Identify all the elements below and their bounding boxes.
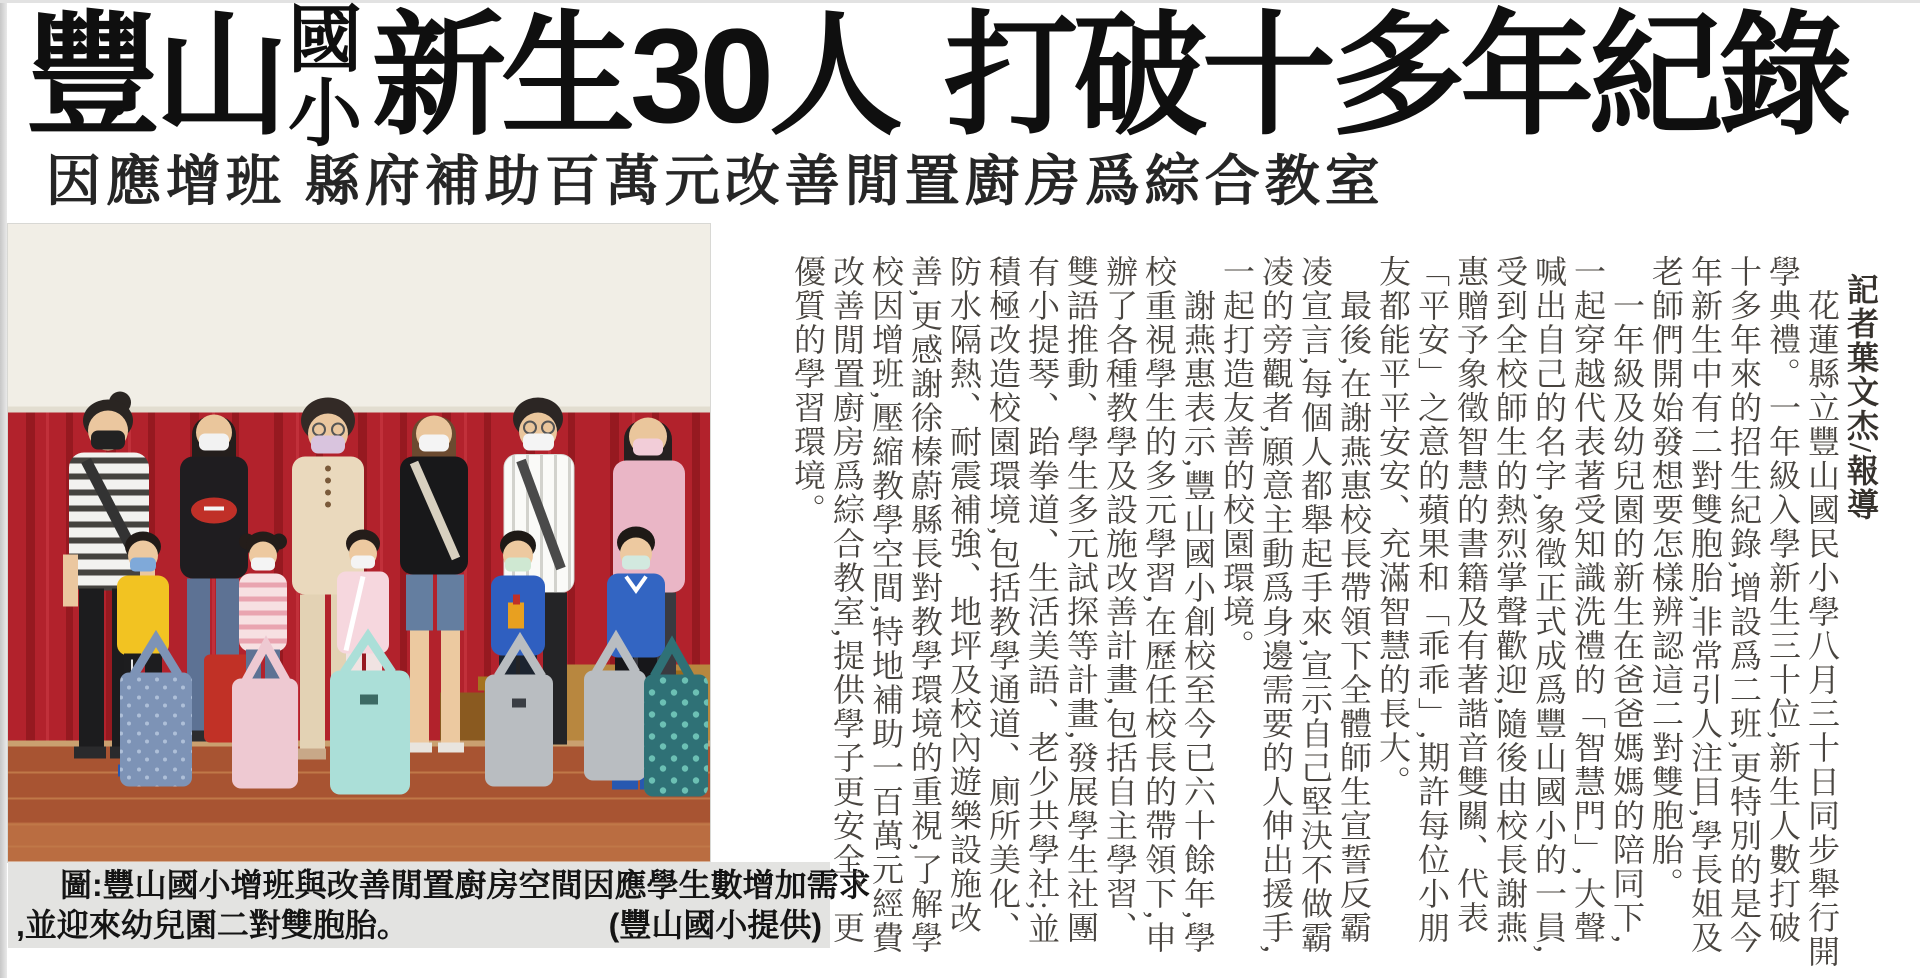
headline-school-name: 豐山	[26, 2, 285, 151]
headline-stacked-top: 國	[288, 0, 363, 81]
headline-main-left: 新生30人	[372, 2, 899, 151]
headline-stacked-school-type	[288, 0, 363, 155]
article-paragraph-3: 最後,在謝燕惠校長帶領下全體師生宣誓反霸凌宣言,每個人都舉起手來,宣示自己堅決不做霸凌的旁觀者,願意主動爲身邊需要的人伸出援手,一起打造友善的校園環境。	[1219, 255, 1372, 955]
photo-caption-line1: 圖:豐山國小增班與改善閒置廚房空間因應學生數增加需求	[60, 867, 871, 903]
news-photo	[8, 224, 710, 862]
photo-caption	[8, 862, 871, 948]
sub-headline: 因應增班 縣府補助百萬元改善閒置廚房爲綜合教室	[46, 151, 1385, 212]
scan-edge	[0, 0, 7, 978]
article-paragraph-1: 花蓮縣立豐山國民小學八月三十日同步舉行開學典禮。一年級入學新生三十位,新生人數打破十多年來的招生紀錄,增設爲二班,更特別的是今年新生中有二對雙胞胎,非常引人注目,學長姐及老師們開始發想要怎樣辨認這二對雙胞胎。	[1648, 255, 1840, 969]
photo-caption-line2: ,並迎來幼兒園二對雙胞胎。	[16, 907, 409, 943]
headline-stacked-bottom: 小	[288, 71, 363, 155]
article-paragraph-4: 謝燕惠表示,豐山國小創校至今已六十餘年,學校重視學生的多元學習,在歷任校長的帶領下,申辦了各種教學及設施改善計畫,包括自主學習、雙語推動、學生多元試探等計畫,發展學生社團有小提琴、跆拳道、生活美語、老少共學社;並積極改造校園環境,包括教學通道、廁所美化、防水隔熱、耐震補強、地坪及校內遊樂設施改善,更感謝徐榛蔚縣長對教學環境的重視,了解學校因增班,壓縮教學空間,特地補助一百萬元經費改善閒置廚房爲綜合教室,提供學子更安全、更優質的學習環境。	[790, 255, 1216, 955]
headline-main-right: 打破十多年紀錄	[944, 2, 1848, 151]
photo-background-wall	[8, 225, 710, 415]
main-headline	[26, 0, 1912, 155]
article-paragraph-2: 一年級及幼兒園的新生在爸爸媽媽的陪同下,一起穿越代表著受知識洗禮的「智慧門」,大聲喊出自己的名字,象徵正式成爲豐山國小的一員,受到全校師生的熱烈掌聲歡迎,隨後由校長謝燕惠贈予象徵智慧的書籍及有著諧音雙關、代表「平安」之意的蘋果和「乖乖」,期許每位小朋友都能平平安安、充滿智慧的長大。	[1375, 255, 1645, 955]
article-body	[790, 255, 1880, 969]
article-byline: 記者葉文杰/報導	[1843, 273, 1879, 522]
photo-credit: (豐山國小提供)	[608, 907, 822, 943]
news-photo-illustration	[8, 224, 710, 862]
